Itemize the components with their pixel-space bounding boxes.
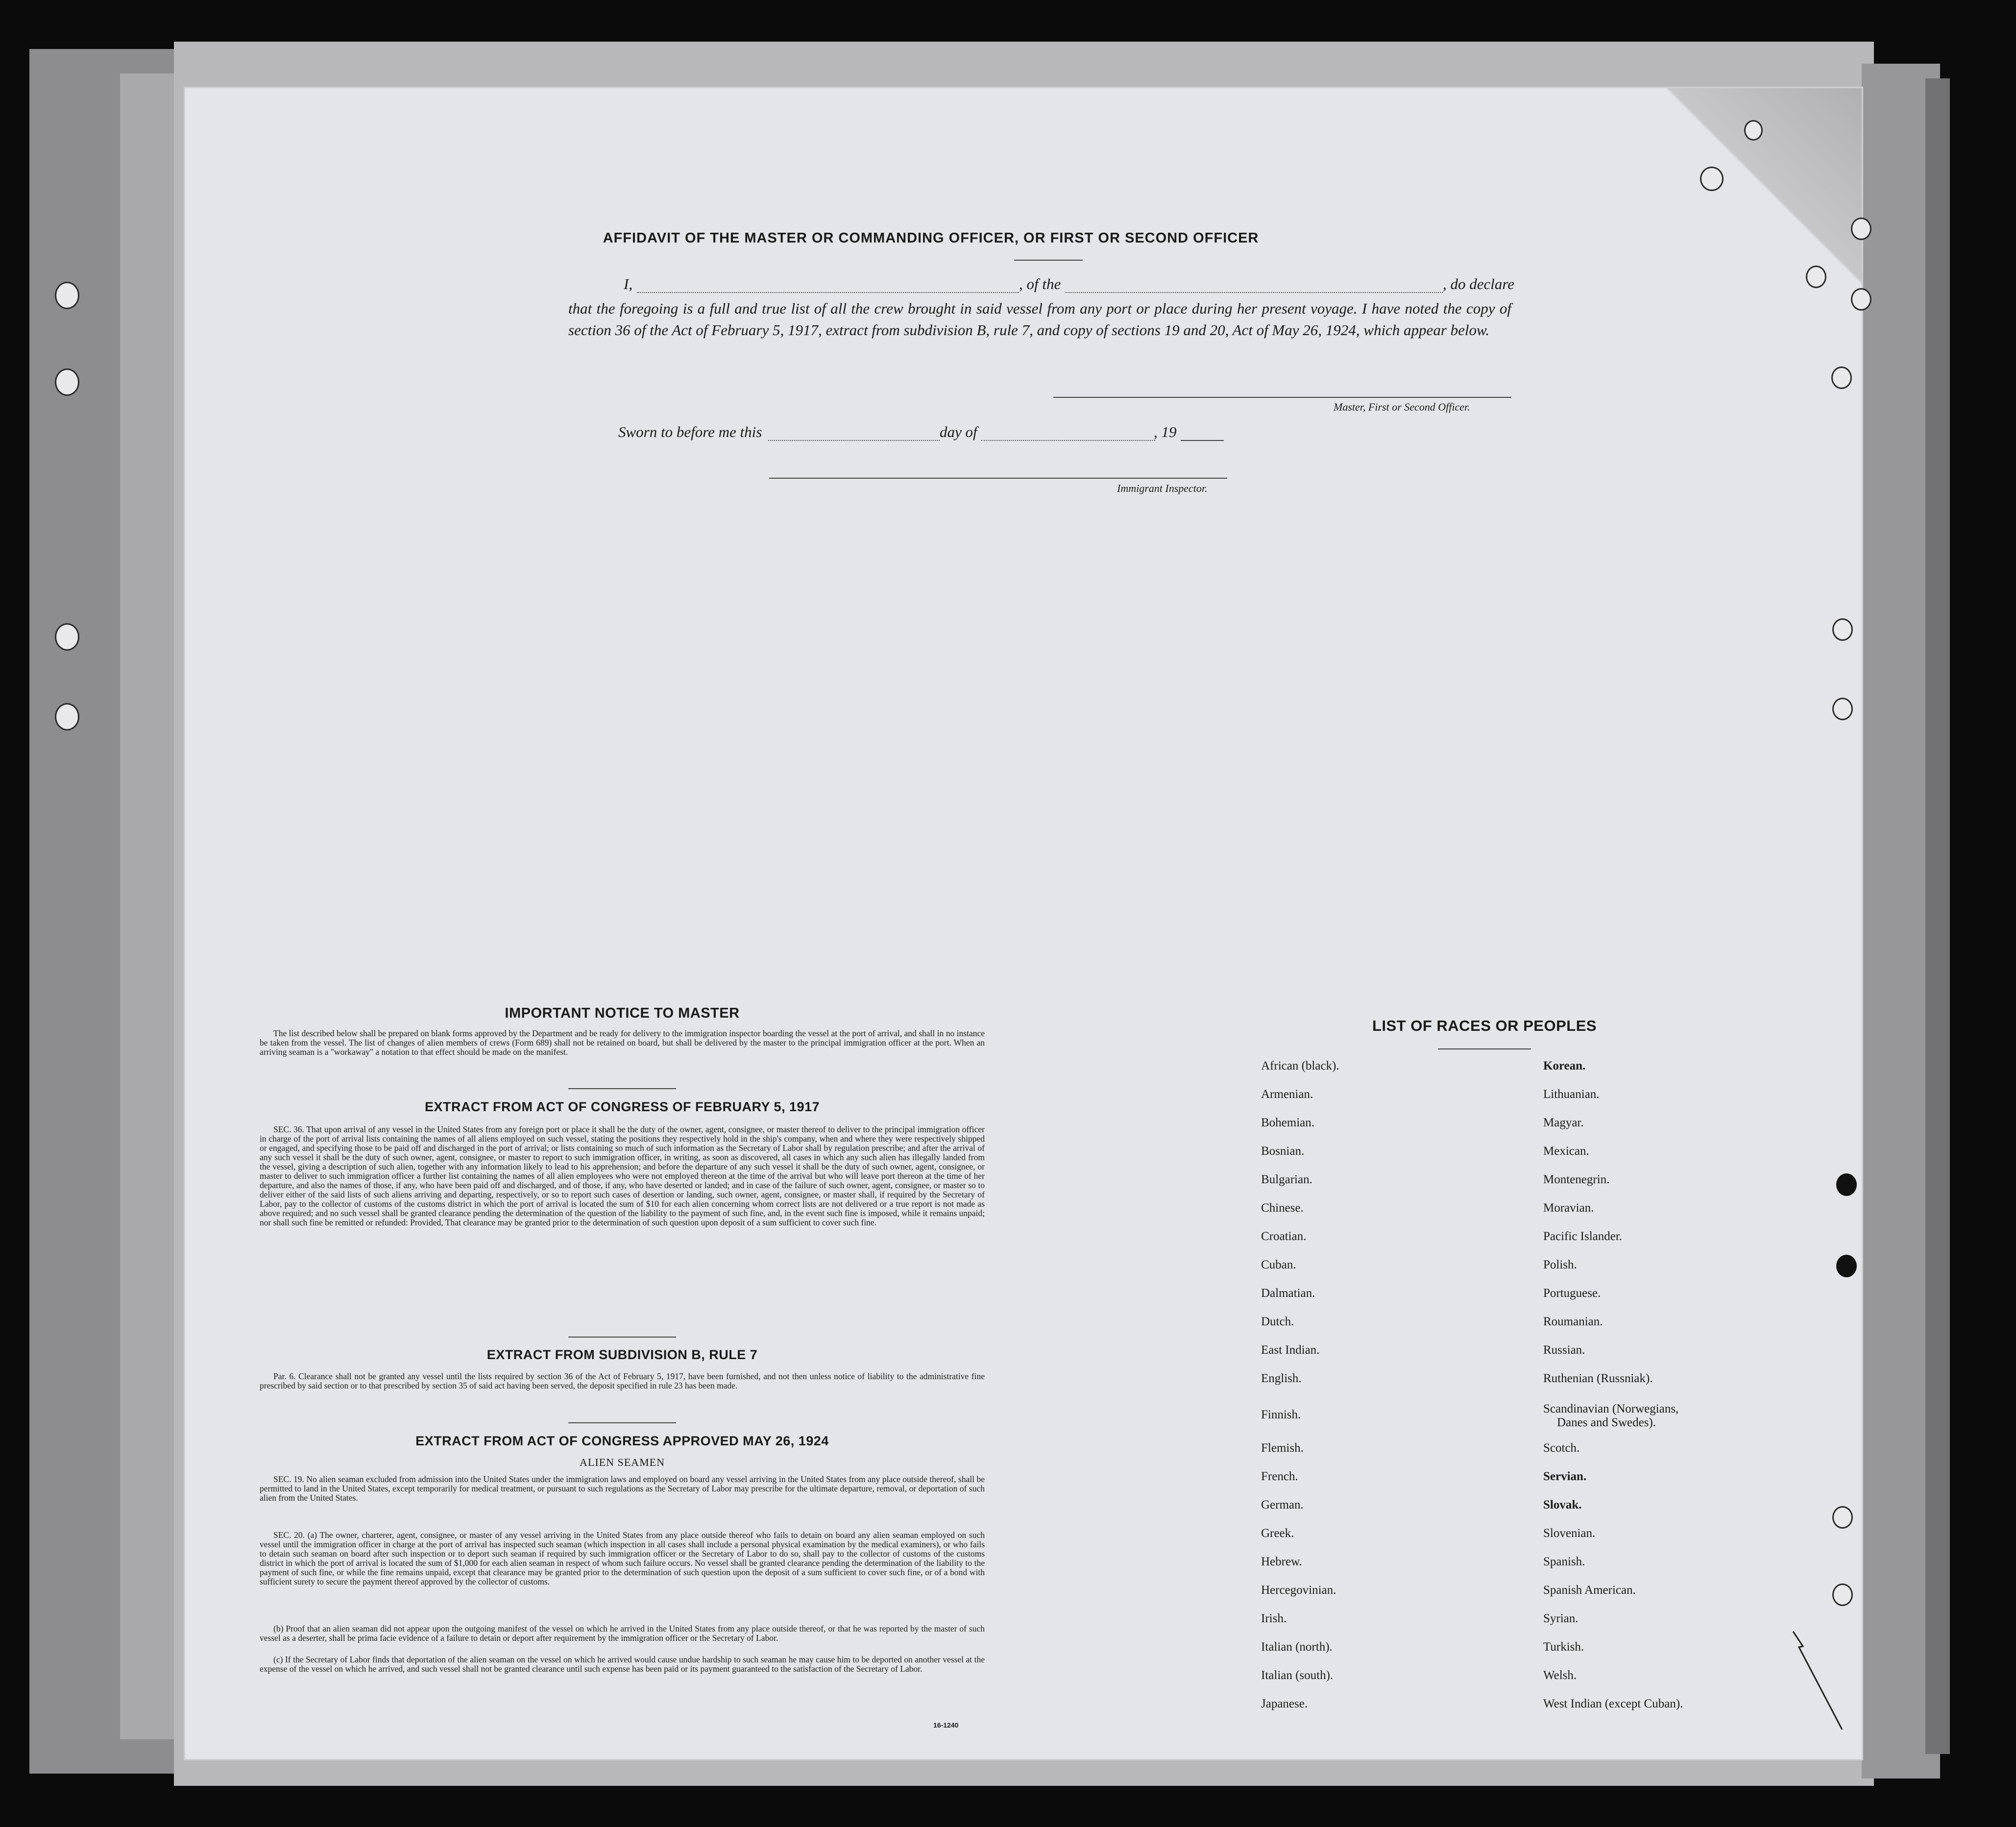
extract2-body: Par. 6. Clearance shall not be granted any vessel until the lists required by section 36 of the Act of February 5, 1917, have been furnished, and not then unless notice of liability to the administrative fine prescribed by said section or to that prescribed by section 35 of said act having been served, the deposit specified in rule 23 has been made.: [260, 1371, 985, 1390]
race-item: Magyar.: [1543, 1116, 1584, 1129]
race-item: Servian.: [1543, 1470, 1587, 1483]
sworn-year-label: , 19: [1154, 423, 1177, 440]
sworn-day-label: day of: [940, 423, 977, 440]
sec20c-text: (c) If the Secretary of Labor finds that deportation of the alien seaman on the vessel on which he arrived would cause undue hardship to such seaman he may cause him to be deported on another vessel at the expense of the vessel on which he arrived, and such vessel shall not be granted clearance until such expense has been paid or its payment guaranteed to the satisfaction of the Secretary of Labor.: [260, 1655, 985, 1674]
punch-hole-icon: [1831, 366, 1852, 389]
extract1-title: EXTRACT FROM ACT OF CONGRESS OF FEBRUARY 5, 1917: [424, 1099, 820, 1114]
race-item: Korean.: [1543, 1059, 1586, 1072]
race-item: Hebrew.: [1261, 1555, 1302, 1568]
races-column-left: [1261, 1059, 1516, 1726]
extract2-rule: [568, 1422, 676, 1423]
punch-hole-icon: [1836, 1173, 1857, 1196]
race-item: Syrian.: [1543, 1612, 1579, 1625]
sworn-day-blank: [768, 440, 940, 441]
race-item: Spanish American.: [1543, 1583, 1636, 1597]
races-column-right: [1543, 1059, 1818, 1726]
race-item: Russian.: [1543, 1343, 1585, 1357]
race-item: East Indian.: [1261, 1343, 1320, 1357]
extract2-title: EXTRACT FROM SUBDIVISION B, RULE 7: [486, 1347, 758, 1362]
affidavit-line-mid: , of the: [1019, 275, 1061, 292]
race-item: Spanish.: [1543, 1555, 1585, 1568]
affidavit-body: that the foregoing is a full and true list of all the crew brought in said vessel from any port or place during her present voyage. I have noted the copy of section 36 of the Act of February 5, 1917, extract from subdivision B, rule 7, and copy of sections 19 and 20, Act of May 26, 1924, which appear below.: [568, 300, 1511, 339]
race-item: Lithuanian.: [1543, 1088, 1600, 1101]
race-item: Irish.: [1261, 1612, 1287, 1625]
binder-hole-icon: [55, 368, 79, 396]
punch-hole-icon: [1832, 1506, 1853, 1529]
race-item: Slovak.: [1543, 1498, 1582, 1511]
race-item: German.: [1261, 1498, 1304, 1511]
race-item: Roumanian.: [1543, 1315, 1603, 1328]
race-item: Cuban.: [1261, 1258, 1296, 1271]
title-rule: [1014, 260, 1083, 261]
race-item: Bohemian.: [1261, 1116, 1315, 1129]
notice-body: The list described below shall be prepared on blank forms approved by the Department and be ready for delivery to the immigration inspector boarding the vessel at the port of arrival, and shall in no instance be taken from the vessel. The list of changes of alien members of crews (Form 689) shall not be retained on board, but shall be delivered by the master to the principal immigration officer at the port. When an arriving seaman is a "workaway" a notation to that effect should be made on the manifest.: [260, 1028, 985, 1057]
race-item: Dalmatian.: [1261, 1287, 1315, 1300]
race-item: Italian (north).: [1261, 1640, 1333, 1654]
race-item: Flemish.: [1261, 1441, 1304, 1455]
punch-hole-icon: [1700, 167, 1724, 191]
punch-hole-icon: [1832, 698, 1853, 720]
race-item: Moravian.: [1543, 1201, 1594, 1215]
race-item: Scotch.: [1543, 1441, 1580, 1455]
race-item: Greek.: [1261, 1527, 1294, 1540]
race-item: Slovenian.: [1543, 1527, 1596, 1540]
race-item: Hercegovinian.: [1261, 1583, 1336, 1597]
right-edge-strip: [1925, 78, 1950, 1754]
race-item: West Indian (except Cuban).: [1543, 1697, 1683, 1710]
race-item: Mexican.: [1543, 1145, 1589, 1158]
sec20b-text: (b) Proof that an alien seaman did not appear upon the outgoing manifest of the vessel on which he arrived in the United States from any place outside thereof, or that he was reported by the master of such vessel as a deserter, shall be prima facie evidence of a failure to detain or deport after requirement by the immigration officer or the Secretary of Labor.: [260, 1624, 985, 1643]
binder-hole-icon: [55, 623, 79, 651]
race-item: English.: [1261, 1372, 1302, 1385]
master-signature-line: [1053, 397, 1511, 398]
race-item: Bulgarian.: [1261, 1173, 1312, 1186]
punch-hole-icon: [1832, 618, 1853, 641]
race-item: Turkish.: [1543, 1640, 1584, 1654]
race-item: Montenegrin.: [1543, 1173, 1610, 1186]
race-item: Scandinavian (Norwegians,: [1543, 1402, 1679, 1415]
punch-hole-icon: [1836, 1255, 1857, 1277]
affidavit-title: AFFIDAVIT OF THE MASTER OR COMMANDING OFFICER, OR FIRST OR SECOND OFFICER: [603, 230, 1259, 246]
pencil-mark-icon: [1788, 1627, 1847, 1734]
sworn-prefix: Sworn to before me this: [618, 423, 762, 440]
race-item: French.: [1261, 1470, 1298, 1483]
race-item: Chinese.: [1261, 1201, 1304, 1215]
punch-hole-icon: [1806, 266, 1826, 288]
punch-hole-icon: [1744, 120, 1763, 141]
notice-rule: [568, 1088, 676, 1089]
sec20a-text: SEC. 20. (a) The owner, charterer, agent, consignee, or master of any vessel arriving in the United States from any place outside thereof who fails to detain on board any alien seaman employed on such vessel until the immigration officer in charge at the port of arrival has inspected such seaman (which inspection in all cases shall include a personal physical examination by the medical examiners), or who fails to detain such seaman on board after such inspection or to deport such seaman if required by such immigration officer or the Secretary of Labor to do so, shall pay to the collector of customs of the customs district in which the port of arrival is located the sum of $1,000 for each alien seaman in respect of whom such failure occurs. No vessel shall be granted clearance pending the determination of the liability to the payment of such fine, or while the fine remains unpaid, except that clearance may be granted prior to the determination of such question upon the deposit of a sum sufficient to cover such fine, or of a bond with sufficient surety to secure the payment thereof approved by the collector of customs.: [260, 1530, 985, 1586]
race-item: Danes and Swedes).: [1557, 1416, 1656, 1429]
sec19-text: SEC. 19. No alien seaman excluded from admission into the United States under the immigration laws and employed on board any vessel arriving in the United States from any place outside thereof, shall be permitted to land in the United States, except temporarily for medical treatment, or pursuant to such regulations as the Secretary of Labor may prescribe for the ultimate departure, removal, or deportation of such alien from the United States.: [260, 1474, 985, 1503]
race-item: Armenian.: [1261, 1088, 1313, 1101]
form-number: 16-1240: [933, 1721, 959, 1729]
race-item: Bosnian.: [1261, 1145, 1305, 1158]
race-item: Japanese.: [1261, 1697, 1308, 1710]
folded-corner: [1666, 88, 1862, 294]
race-item: Dutch.: [1261, 1315, 1294, 1328]
notice-title: IMPORTANT NOTICE TO MASTER: [505, 1005, 740, 1021]
races-title: LIST OF RACES OR PEOPLES: [1372, 1017, 1597, 1034]
vessel-blank: [1066, 292, 1443, 293]
master-signature-label: Master, First or Second Officer.: [1334, 401, 1470, 413]
sworn-month-blank: [981, 440, 1155, 441]
extract1-body: SEC. 36. That upon arrival of any vessel in the United States from any foreign port or place it shall be the duty of the owner, agent, consignee, or master thereof to deliver to the principal immigration officer in charge of the port of arrival lists containing the names of all aliens employed on such vessel, stating the positions they respectively hold in the ship's company, when and where they were respectively shipped or engaged, and specifying those to be paid off and discharged in the port of arrival; or lists containing so much of such information as the Secretary of Labor shall by regulation prescribe; and after the arrival of any such vessel it shall be the duty of such owner, agent, consignee, or master to report to such immigration officer, in writing, as soon as discovered, all cases in which any such alien has illegally landed from the vessel, giving a description of such alien, together with any information likely to lead to his apprehension; and before the departure of any such vessel it shall be the duty of such owner, agent, consignee, or master to deliver to such immigration officer a further list containing the names of all alien employees who were not employed thereon at the time of the arrival but who will leave port thereon at the time of her departure, and also the names of those, if any, who have been paid off and discharged, and of those, if any, who have deserted or landed; and in case of the failure of such owner, agent, consignee, or master so to deliver either of the said lists of such aliens arriving and departing, respectively, or so to report such cases of desertion or landing, such owner, agent, consignee, or master shall, if required by the Secretary of Labor, pay to the collector of customs of the customs district in which the port of arrival is located the sum of $10 for each alien concerning whom correct lists are not delivered or a true report is not made as above required; and no such vessel shall be granted clearance pending the determination of the question of the liability to the payment of such fine, and, in the event such fine is imposed, while it remains unpaid; nor shall such fine be remitted or refunded: Provided, That clearance may be granted prior to the determination of such question upon deposit of a sum sufficient to cover such fine.: [260, 1124, 985, 1227]
inspector-signature-line: [769, 478, 1227, 479]
race-item: Italian (south).: [1261, 1669, 1334, 1682]
name-blank: [637, 292, 1019, 293]
race-item: Pacific Islander.: [1543, 1230, 1623, 1243]
punch-hole-icon: [1851, 288, 1871, 311]
race-item: Finnish.: [1261, 1408, 1301, 1421]
binder-hole-icon: [55, 282, 79, 309]
races-title-rule: [1438, 1048, 1531, 1049]
race-item: Croatian.: [1261, 1230, 1307, 1243]
affidavit-line-end: , do declare: [1443, 275, 1515, 292]
extract1-rule: [568, 1337, 676, 1338]
extract3-title: EXTRACT FROM ACT OF CONGRESS APPROVED MAY 26, 1924: [415, 1434, 829, 1448]
race-item: African (black).: [1261, 1059, 1339, 1072]
race-item: Welsh.: [1543, 1669, 1577, 1682]
sworn-year-blank: [1181, 440, 1224, 441]
race-item: Ruthenian (Russniak).: [1543, 1372, 1653, 1385]
extract3-subtitle: ALIEN SEAMEN: [580, 1456, 665, 1468]
binder-hole-icon: [55, 703, 79, 731]
punch-hole-icon: [1832, 1583, 1853, 1606]
punch-hole-icon: [1851, 218, 1871, 240]
binder-strip: [120, 73, 174, 1739]
race-item: Polish.: [1543, 1258, 1577, 1271]
inspector-label: Immigrant Inspector.: [1117, 482, 1208, 494]
race-item: Portuguese.: [1543, 1287, 1601, 1300]
affidavit-line-start: I,: [624, 275, 633, 292]
